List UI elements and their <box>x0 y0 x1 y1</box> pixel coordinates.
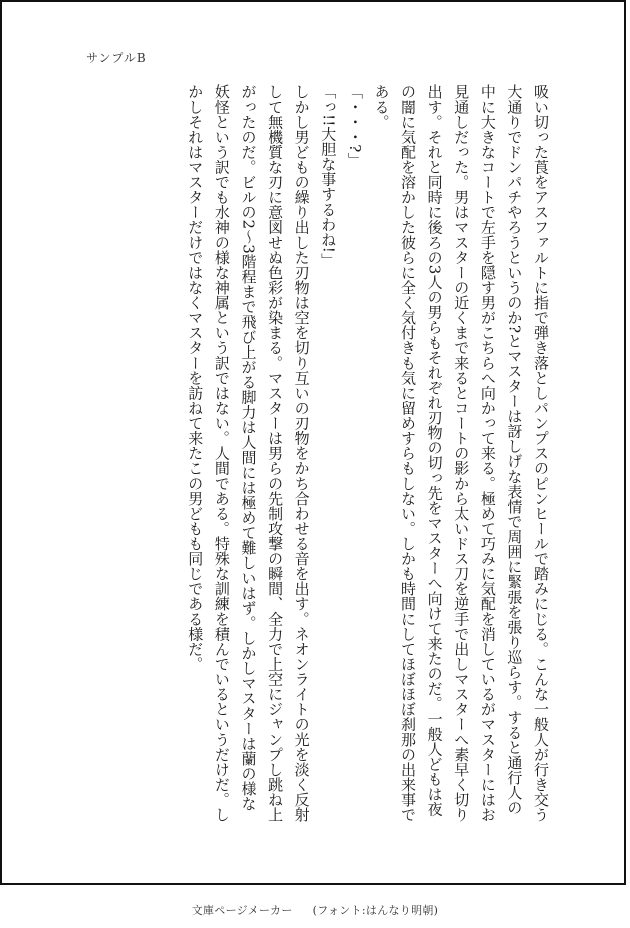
page-title: サンプルB <box>86 51 147 65</box>
footer-app-name: 文庫ページメーカー <box>191 904 293 917</box>
paragraph-1: 吸い切った莨をアスファルトに指で弾き落としパンプスのピンヒールで踏みにじる。こんな一般人が行き交う大通りでドンパチやろうというのか?とマスターは訝しげな表情で周囲に緊張を張り巡らす。すると通行人の中に大きなコートで左手を隠す男がこちらへ向かって来る。極めて巧みに気配を消しているがマスターにはお見通しだった。男はマスターの近くまで来るとコートの影から太いドス刀を逆手で出しマスターへ素早く切り出す。それと同時に後ろの3人の男らもそれぞれ刃物の切っ先をマスターへ向けて来たのだ。一般人どもは夜の闇に気配を溶かした彼らに全く気付きも気に留めすらもしない。しかも時間にしてほぼほぼ刹那の出来事である。 <box>372 84 550 822</box>
footer-caption <box>0 902 630 918</box>
paragraph-3: 「っ!!大胆な事するわね!」 <box>319 84 338 268</box>
paragraph-2: 「・・・?」 <box>345 84 364 168</box>
footer-font-note: (フォント:はんなり明朝) <box>312 904 439 917</box>
paragraph-4: しかし男どもの繰り出した刃物は空を切り互いの刃物をかち合わせる音を出す。ネオンライトの光を淡く反射して無機質な刃に意図せぬ色彩が染まる。マスターは男らの先制攻撃の瞬間、全力で上空にジャンプし跳ね上がったのだ。ビルの2〜3階程まで飛び上がる脚力は人間には極めて難しいはず。しかしマスターは蘭の様な妖怪という訳でも水神の様な神属という訳ではない。人間である。特殊な訓練を積んでいるというだけだ。しかしそれはマスターだけではなくマスターを訪ねて来たこの男どもも同じである様だ。 <box>186 84 311 822</box>
vertical-body-text <box>79 84 554 824</box>
